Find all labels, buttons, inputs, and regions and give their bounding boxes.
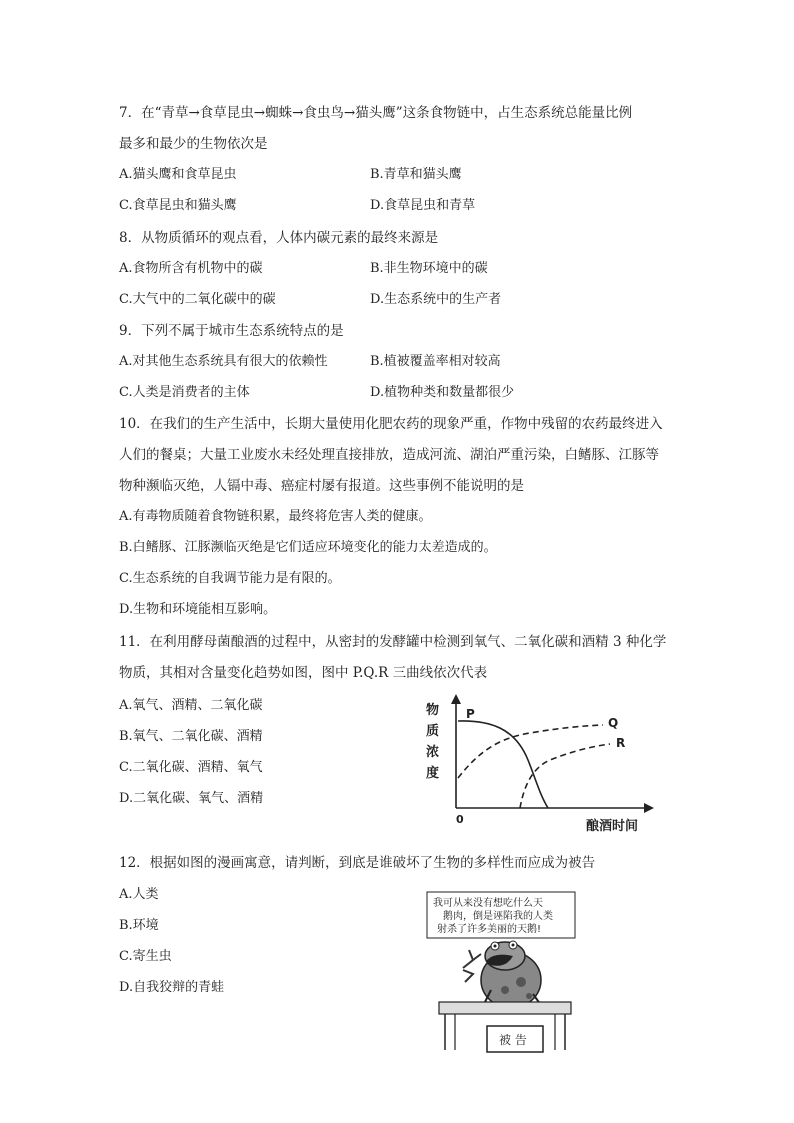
speech-line-3: 射杀了许多美丽的天鹅! — [437, 924, 542, 935]
q12-option-b[interactable]: B.环境 — [119, 918, 159, 933]
speech-line-2: 鹅肉，倒是诬陷我的人类 — [443, 911, 553, 922]
curve-q-label: Q — [608, 716, 619, 730]
curve-q — [458, 725, 603, 778]
q10-stem-line3: 物种濒临灭绝，人镉中毒、癌症村屡有报道。这些事例不能说明的是 — [119, 478, 524, 494]
curve-p — [458, 721, 548, 808]
q10-option-b[interactable]: B.白鳍豚、江豚濒临灭绝是它们适应环境变化的能力太差造成的。 — [119, 540, 497, 555]
y-label-char-1: 物 — [426, 703, 440, 718]
q7-option-b[interactable]: B.青草和猫头鹰 — [370, 167, 462, 182]
y-label-char-2: 质 — [426, 724, 440, 739]
defendant-sign-text: 被 告 — [499, 1033, 527, 1047]
q9-option-c[interactable]: C.人类是消费者的主体 — [119, 385, 250, 400]
q7-stem-line1: 7．在“青草→食草昆虫→蜘蛛→食虫鸟→猫头鹰”这条食物链中，占生态系统总能量比例 — [119, 105, 633, 121]
branch — [463, 950, 481, 982]
origin-label: 0 — [456, 813, 464, 826]
q7-option-d[interactable]: D.食草昆虫和青草 — [370, 198, 476, 213]
q7-option-a[interactable]: A.猫头鹰和食草昆虫 — [119, 167, 237, 182]
q10-option-d[interactable]: D.生物和环境能相互影响。 — [119, 602, 277, 617]
q11-option-c[interactable]: C.二氧化碳、酒精、氧气 — [119, 760, 263, 775]
q12-frog-cartoon — [425, 890, 585, 1058]
q10-stem-line2: 人们的餐桌；大量工业废水未经处理直接排放，造成河流、湖泊严重污染，白鳍豚、江豚等 — [119, 447, 659, 463]
speech-line-1: 我可从来没有想吃什么天 — [433, 898, 543, 909]
x-label: 酿酒时间 — [586, 819, 639, 834]
q12-option-c[interactable]: C.寄生虫 — [119, 949, 172, 964]
q7-option-c[interactable]: C.食草昆虫和猫头鹰 — [119, 198, 237, 213]
q10-stem-line1: 10．在我们的生产生活中，长期大量使用化肥农药的现象严重，作物中残留的农药最终进入 — [119, 416, 663, 432]
q8-option-b[interactable]: B.非生物环境中的碳 — [370, 261, 488, 276]
q8-option-c[interactable]: C.大气中的二氧化碳中的碳 — [119, 292, 276, 307]
q11-stem-line1: 11．在利用酵母菌酿酒的过程中，从密封的发酵罐中检测到氧气、二氧化碳和酒精 3 种化学 — [119, 634, 667, 650]
q11-option-b[interactable]: B.氧气、二氧化碳、酒精 — [119, 729, 263, 744]
q12-option-d[interactable]: D.自我狡辩的青蛙 — [119, 980, 225, 995]
curve-p-label: P — [466, 707, 475, 721]
y-label-char-4: 度 — [426, 766, 440, 781]
q11-option-d[interactable]: D.二氧化碳、氧气、酒精 — [119, 791, 264, 806]
q9-stem: 9．下列不属于城市生态系统特点的是 — [119, 323, 344, 339]
y-label-char-3: 浓 — [426, 745, 440, 760]
q11-option-a[interactable]: A.氧气、酒精、二氧化碳 — [119, 698, 263, 713]
q10-option-a[interactable]: A.有毒物质随着食物链积累，最终将危害人类的健康。 — [119, 509, 432, 524]
q8-option-d[interactable]: D.生态系统中的生产者 — [370, 292, 502, 307]
q9-option-b[interactable]: B.植被覆盖率相对较高 — [370, 354, 501, 369]
x-axis-arrow — [644, 803, 654, 813]
q12-option-a[interactable]: A.人类 — [119, 887, 159, 902]
q7-stem-line2: 最多和最少的生物依次是 — [119, 136, 268, 152]
q8-stem: 8．从物质循环的观点看，人体内碳元素的最终来源是 — [119, 230, 439, 246]
q11-concentration-figure — [420, 690, 660, 835]
q9-option-a[interactable]: A.对其他生态系统具有很大的依赖性 — [119, 354, 328, 369]
y-axis-arrow — [451, 694, 461, 704]
q8-option-a[interactable]: A.食物所含有机物中的碳 — [119, 261, 263, 276]
curve-r-label: R — [616, 736, 626, 750]
q10-option-c[interactable]: C.生态系统的自我调节能力是有限的。 — [119, 571, 341, 586]
dock-stand — [439, 1002, 571, 1014]
frog-spot — [516, 977, 526, 987]
q9-option-d[interactable]: D.植物种类和数量都很少 — [370, 385, 515, 400]
q12-stem: 12．根据如图的漫画寓意，请判断，到底是谁破坏了生物的多样性而应成为被告 — [119, 855, 596, 871]
q11-stem-line2: 物质，其相对含量变化趋势如图，图中 P.Q.R 三曲线依次代表 — [119, 665, 488, 681]
